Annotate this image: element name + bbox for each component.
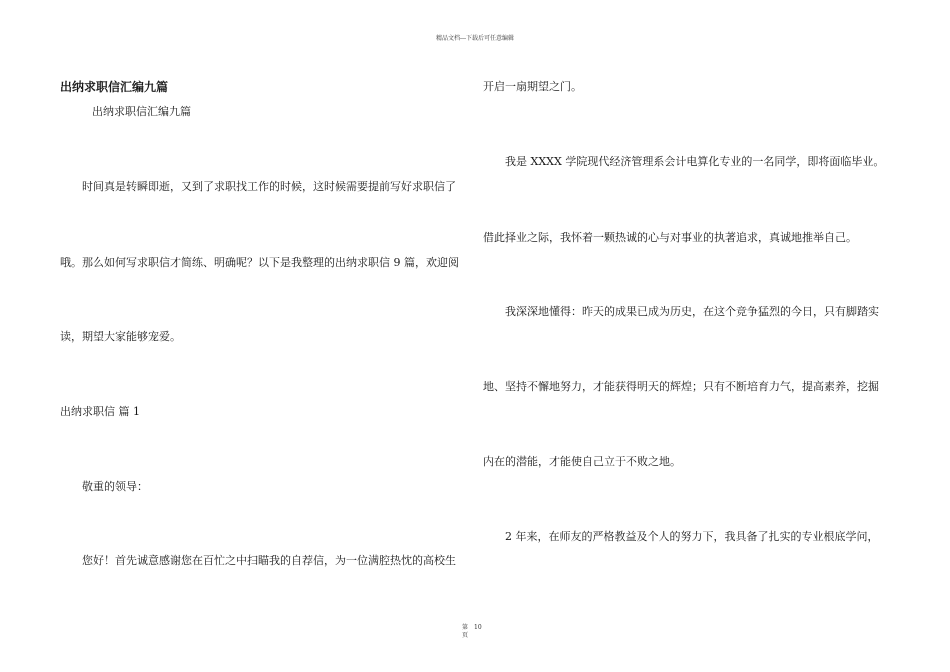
paragraph-line: 地、坚持不懈地努力，才能获得明天的辉煌；只有不断培育力气，提高素养，挖掘 bbox=[483, 380, 879, 393]
page-number: 10 bbox=[474, 624, 482, 631]
paragraph-line: 时间真是转瞬即逝，又到了求职找工作的时候，这时候需要提前写好求职信了 bbox=[82, 180, 456, 193]
paragraph-line: 您好！首先诚意感谢您在百忙之中扫瞄我的自荐信，为一位满腔热忱的高校生 bbox=[82, 554, 456, 567]
paragraph-line: 内在的潜能，才能使自己立于不败之地。 bbox=[483, 455, 681, 468]
document-title: 出纳求职信汇编九篇 bbox=[60, 80, 169, 94]
header-note: 精品文档---下载后可任意编辑 bbox=[435, 35, 515, 42]
document-subtitle: 出纳求职信汇编九篇 bbox=[92, 105, 191, 118]
paragraph-line: 读，期望大家能够宠爱。 bbox=[60, 330, 181, 343]
salutation: 敬重的领导： bbox=[82, 480, 148, 493]
paragraph-line: 2 年来，在师友的严格教益及个人的努力下，我具备了扎实的专业根底学问， bbox=[505, 530, 879, 543]
paragraph-line: 哦。那么如何写求职信才简练、明确呢？以下是我整理的出纳求职信 9 篇，欢迎阅 bbox=[60, 256, 459, 269]
paragraph-line: 开启一扇期望之门。 bbox=[483, 80, 582, 93]
page-footer bbox=[462, 624, 482, 640]
page-label-bottom: 页 bbox=[462, 632, 469, 639]
paragraph-line: 我是 XXXX 学院现代经济管理系会计电算化专业的一名同学，即将面临毕业。 bbox=[505, 155, 885, 168]
paragraph-line: 我深深地懂得：昨天的成果已成为历史，在这个竞争猛烈的今日，只有脚踏实 bbox=[505, 305, 879, 318]
section-heading: 出纳求职信 篇 1 bbox=[60, 405, 140, 418]
page-label-top: 第 bbox=[462, 624, 469, 631]
paragraph-line: 借此择业之际，我怀着一颗热诚的心与对事业的执著追求，真诚地推举自己。 bbox=[483, 231, 857, 244]
